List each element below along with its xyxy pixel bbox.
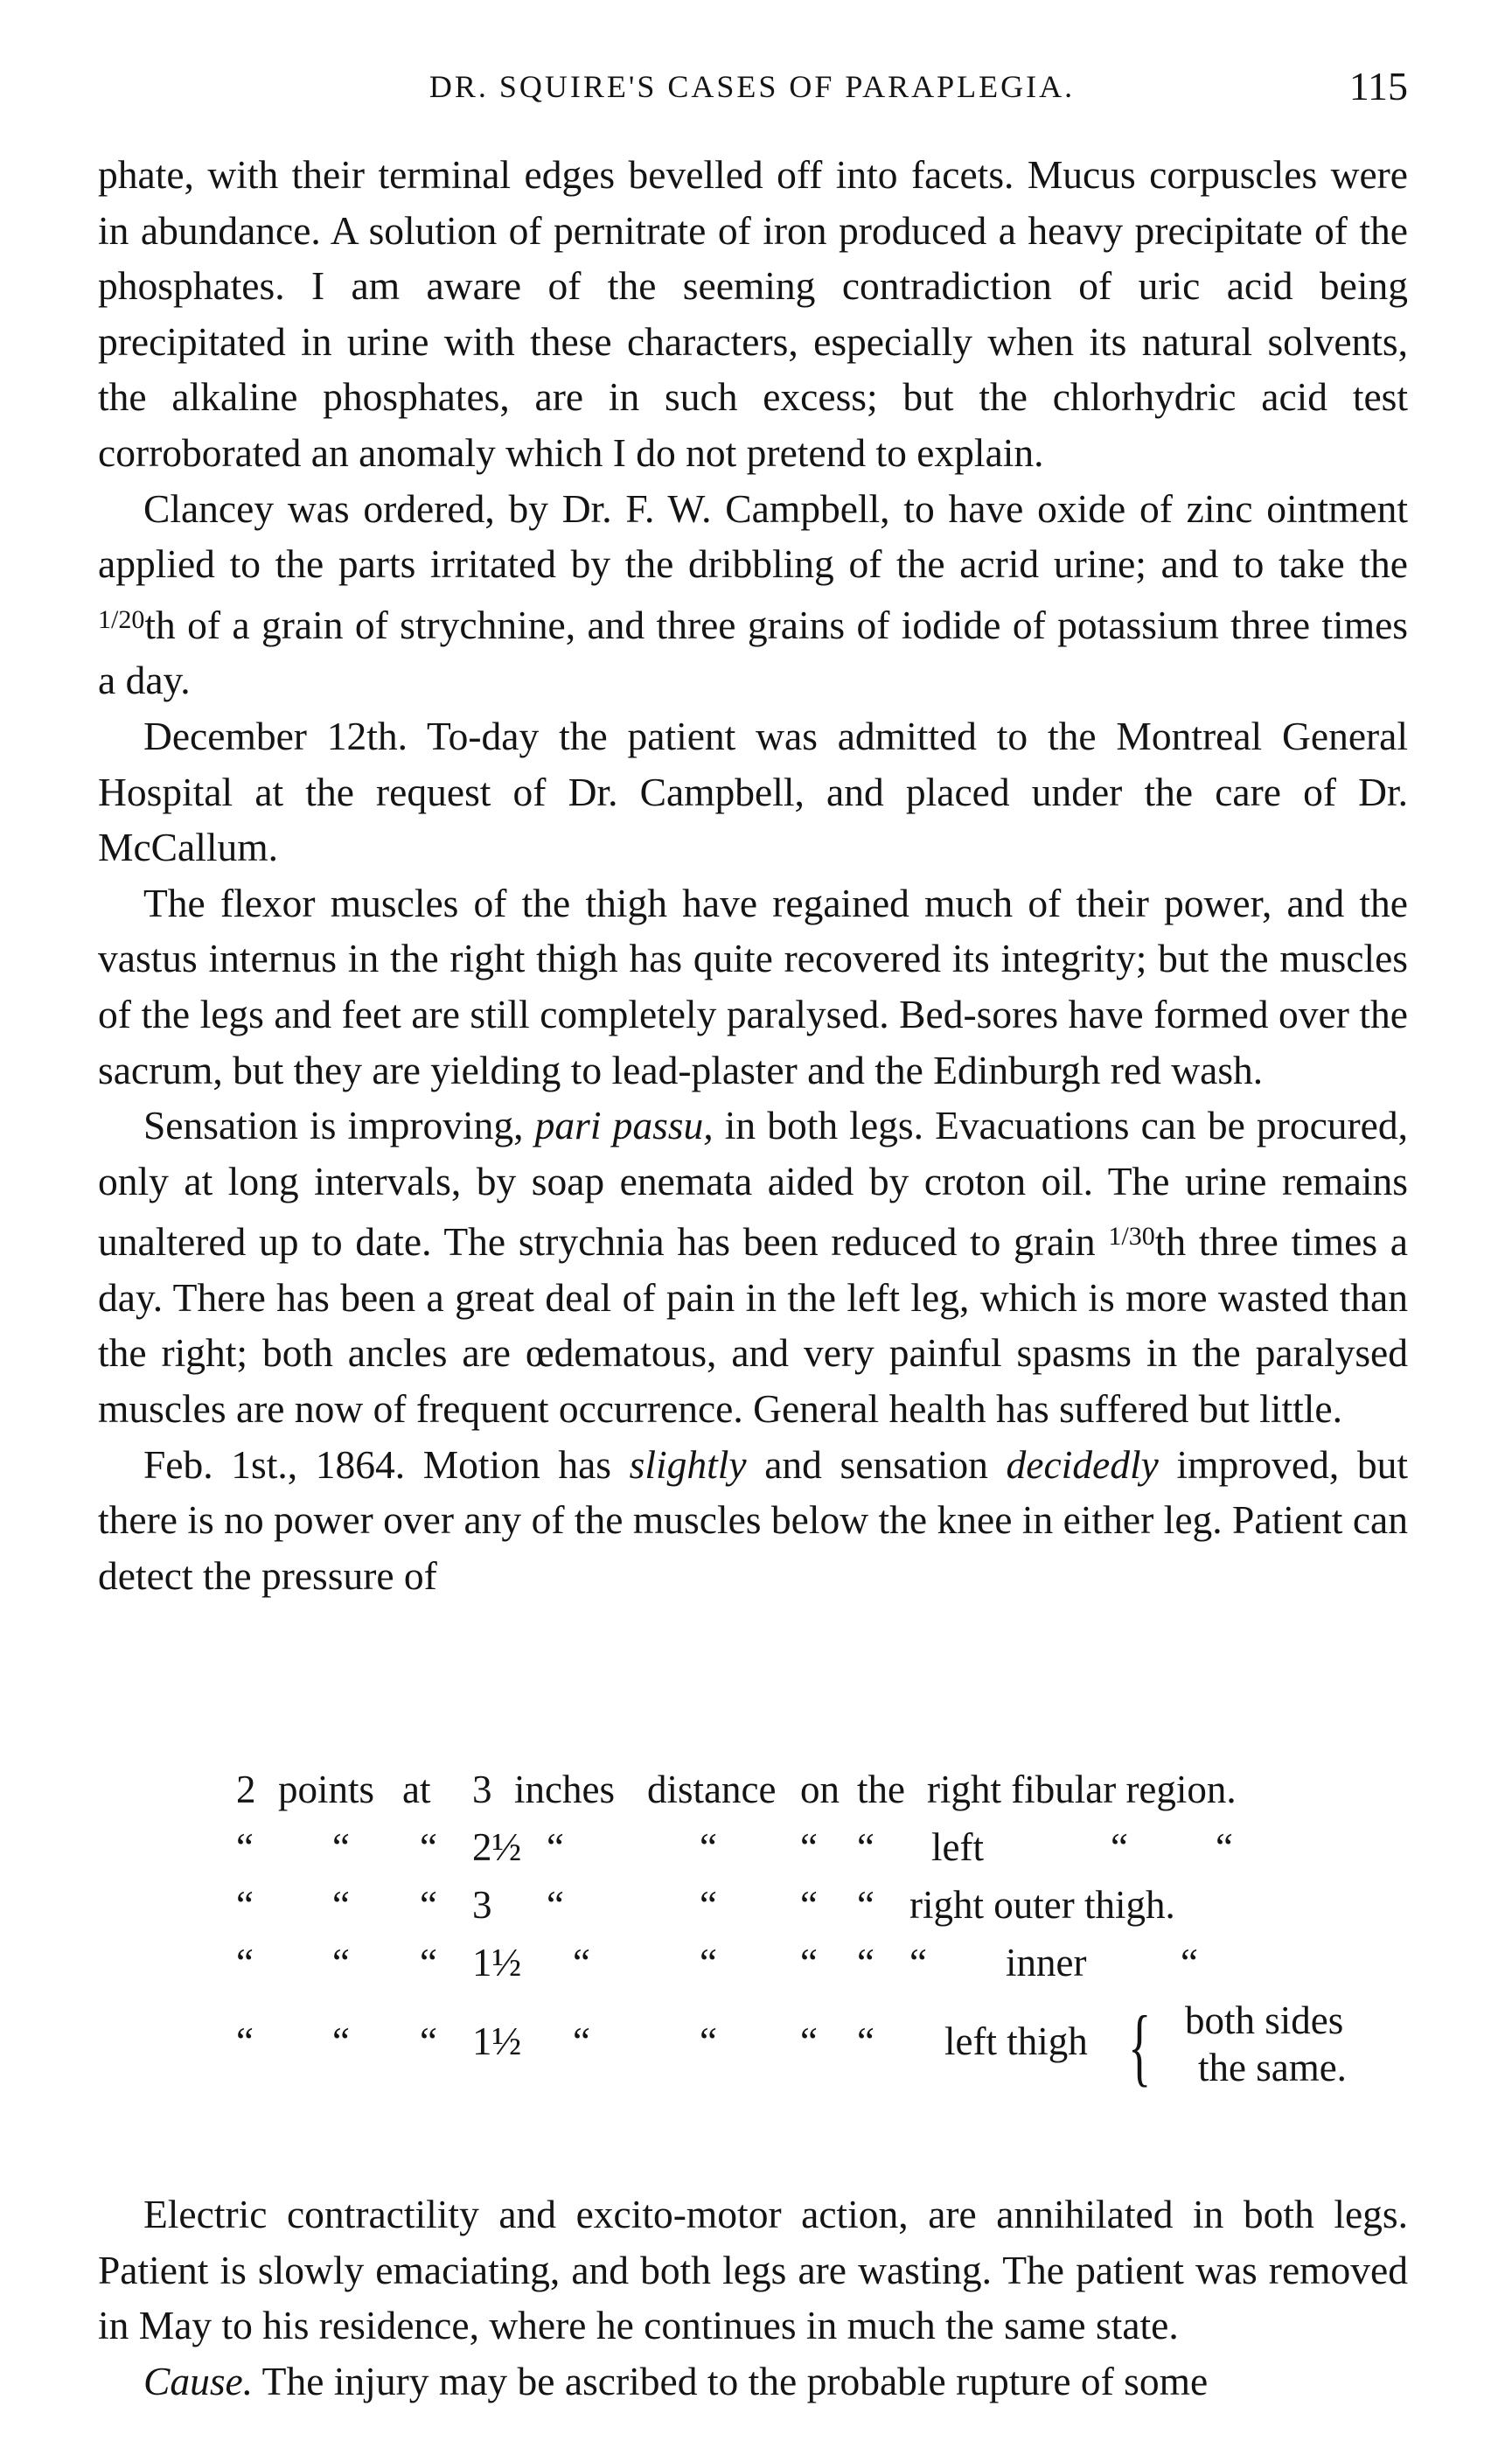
table-cell: “ <box>420 2019 437 2063</box>
table-cell: 3 <box>472 1883 492 1927</box>
paragraph-4: The flexor muscles of the thigh have regained much of their power, and the vastus internus in the right thigh has quite recovered its integrity; but the muscles of the legs and feet are still completely paralysed. Bed-sores have formed over the sacrum, but they are yielding to lead-plaster and the Edinburgh red wash. <box>98 880 1408 1092</box>
paragraph-1: phate, with their terminal edges bevelled off into facets. Mucus corpuscles were in abundance. A solution of pernitrate of iron produced a heavy precipitate of the phosphates. I am aware of the seeming contradiction of uric acid being precipitated in urine with these characters, especially when its natural solvents, the alkaline phosphates, are in such excess; but the chlorhydric acid test corroborated an anomaly which I do not pretend to explain. <box>98 152 1408 475</box>
table-cell: “ <box>1181 1941 1198 1984</box>
table-cell: “ <box>420 1883 437 1927</box>
table-cell: distance <box>647 1768 777 1811</box>
table-cell: “ <box>1216 1825 1233 1869</box>
table-cell: 2 <box>236 1768 256 1811</box>
paragraph-6 <box>98 1437 1408 1604</box>
table-cell: inner <box>1006 1941 1087 1984</box>
table-cell: “ <box>700 1825 717 1869</box>
table-cell: “ <box>547 1883 564 1927</box>
table-cell: right outer thigh. <box>909 1883 1175 1927</box>
table-cell: “ <box>857 1941 874 1984</box>
table-cell: 2½ <box>472 1825 522 1869</box>
table-row <box>236 1882 1399 1940</box>
paragraph-5-italic: pari passu, <box>534 1103 714 1148</box>
table-cell: “ <box>1111 1825 1128 1869</box>
table-cell: “ <box>332 1825 350 1869</box>
table-cell: “ <box>332 1941 350 1984</box>
table-cell: 1½ <box>472 1941 522 1984</box>
paragraph-6-italic-2: decidedly <box>1006 1441 1159 1487</box>
running-head: DR. SQUIRE'S CASES OF PARAPLEGIA. <box>429 69 1076 104</box>
table-cell: “ <box>236 1941 254 1984</box>
page-number: 115 <box>1348 64 1408 108</box>
paragraph-5-text-b: in both legs. Evacuations can be procured, only at long intervals, by soap enemata aided by croton oil. The urine remains unaltered up to date. The strychnia has been reduced to grain <box>98 1103 1408 1265</box>
table-cell: left thigh <box>944 2019 1088 2063</box>
table-cell: 1½ <box>472 2019 522 2063</box>
table-cell: “ <box>700 2019 717 2063</box>
table-note: both sides <box>1185 1998 1344 2042</box>
table-cell: points <box>278 1768 375 1811</box>
table-cell: “ <box>700 1941 717 1984</box>
table-cell: “ <box>857 1883 874 1927</box>
table-cell: “ <box>332 1883 350 1927</box>
table-cell: “ <box>420 1941 437 1984</box>
paragraph-3: December 12th. To-day the patient was admitted to the Montreal General Hospital at the request of Dr. Campbell, and placed under the care of Dr. McCallum. <box>98 713 1408 870</box>
table-cell: “ <box>573 2019 590 2063</box>
table-row <box>236 1940 1399 1998</box>
fraction-thirtieth: 1/30 <box>1108 1222 1155 1252</box>
table-note: the same. <box>1198 2046 1347 2089</box>
table-cell: “ <box>857 2019 874 2063</box>
table-cell: “ <box>332 2019 350 2063</box>
table-cell: 3 <box>472 1768 492 1811</box>
table-cell: the <box>857 1768 905 1811</box>
left-brace: { <box>1128 1998 1152 2095</box>
paragraph-5-text-c: th three times a day. There has been a great deal of pain in the left leg, which is more wasted than the right; both ancles are œdematous, and very painful spasms in the paralysed muscles are now of frequent occurrence. General health has suffered but little. <box>98 1219 1408 1432</box>
table-cell: inches <box>514 1768 615 1811</box>
pressure-table <box>236 1767 1399 2103</box>
table-cell: “ <box>236 1883 254 1927</box>
table-cell: “ <box>236 2019 254 2063</box>
paragraph-5 <box>98 1098 1408 1437</box>
body-text-continued <box>98 2187 1408 2409</box>
table-cell: “ <box>573 1941 590 1984</box>
table-cell: “ <box>800 1941 818 1984</box>
table-cell: “ <box>547 1825 564 1869</box>
table-cell: on <box>800 1768 840 1811</box>
paragraph-5-text-a: Sensation is improving, <box>143 1103 535 1148</box>
table-cell: “ <box>909 1941 927 1984</box>
table-cell: at <box>402 1768 431 1811</box>
table-cell: right fibular region. <box>927 1768 1237 1811</box>
paragraph-6-text-a: Feb. 1st., 1864. Motion has <box>143 1441 630 1487</box>
table-row <box>236 1767 1399 1824</box>
table-cell: “ <box>800 1883 818 1927</box>
body-text <box>98 147 1408 1603</box>
paragraph-2 <box>98 481 1408 708</box>
paragraph-6-text-b: and sensation <box>746 1441 1007 1487</box>
table-row <box>236 1998 1399 2103</box>
table-cell: “ <box>800 2019 818 2063</box>
paragraph-6-text-c: improved, but there is no power over any of the muscles below the knee in either leg. Patient can detect the pressure of <box>98 1441 1408 1598</box>
paragraph-2-text-a: Clancey was ordered, by Dr. F. W. Campbell, to have oxide of zinc ointment applied to the parts irritated by the dribbling of the acrid urine; and to take the <box>98 485 1408 587</box>
table-cell: “ <box>236 1825 254 1869</box>
paragraph-2-text-b: th of a grain of strychnine, and three grains of iodide of potassium three times a day. <box>98 602 1408 703</box>
table-cell: left <box>931 1825 984 1869</box>
table-cell: “ <box>857 1825 874 1869</box>
page-header <box>96 64 1408 117</box>
paragraph-7: Electric contractility and excito-motor action, are annihilated in both legs. Patient is slowly emaciating, and both legs are wasting. The patient was removed in May to his residence, where he continues in much the same state. <box>98 2192 1408 2348</box>
table-cell: “ <box>800 1825 818 1869</box>
paragraph-6-italic-1: slightly <box>629 1441 747 1487</box>
table-cell: “ <box>420 1825 437 1869</box>
paragraph-8-text: The injury may be ascribed to the probable rupture of some <box>253 2358 1209 2403</box>
table-row <box>236 1824 1399 1882</box>
table-cell: “ <box>700 1883 717 1927</box>
paragraph-8-italic: Cause. <box>143 2358 254 2403</box>
fraction-twentieth: 1/20 <box>98 604 145 634</box>
paragraph-8 <box>98 2354 1408 2410</box>
